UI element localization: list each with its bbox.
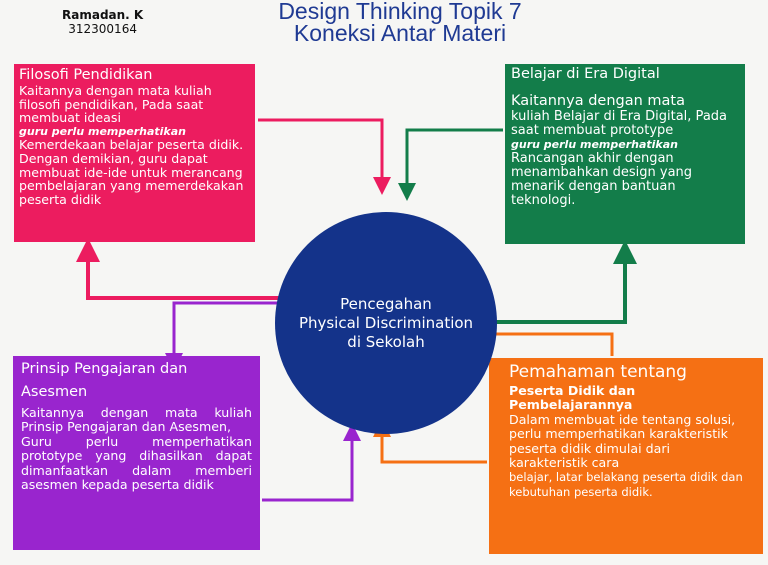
center-line-1: Pencegahan	[340, 294, 432, 313]
center-line-3: di Sekolah	[347, 332, 425, 351]
page-title	[200, 0, 600, 44]
filosofi-text-1: Kaitannya dengan mata kuliah filosofi pendidikan, Pada saat membuat ideasi	[19, 83, 212, 126]
prinsip-heading: Prinsip Pengajaran dan Asesmen	[21, 361, 188, 400]
pemahaman-heading: Pemahaman tentang	[509, 362, 687, 382]
arrow-to-filosofi	[88, 250, 300, 298]
author-id: 312300164	[68, 22, 137, 36]
arrow-digital-to-circle	[407, 130, 503, 192]
filosofi-text-2: Kemerdekaan belajar peserta didik. Dengan demikian, guru dapat membuat ide-ide untuk merancang pembelajaran yang memerdekakan peserta didik	[19, 137, 244, 207]
title-line-2: Koneksi Antar Materi	[293, 20, 507, 46]
digital-bold: guru perlu memperhatikan	[511, 138, 678, 151]
box-belajar-era-digital	[505, 64, 745, 244]
pemahaman-text-1: Dalam membuat ide tentang solusi, perlu memperhatikan karakteristik peserta didik dimulai dari karakteristik cara	[509, 411, 736, 471]
prinsip-text-1: Kaitannya dengan mata kuliah Prinsip Pengajaran dan Asesmen,	[21, 405, 252, 435]
arrow-prinsip-to-circle	[262, 432, 352, 500]
author-block	[62, 8, 143, 36]
digital-text-3: Rancangan akhir dengan menambahkan design yang menarik dengan bantuan teknologi.	[511, 151, 693, 208]
pemahaman-text-2: belajar, latar belakang peserta didik dan kebutuhan peserta didik.	[509, 470, 743, 499]
arrow-filosofi-to-circle	[258, 120, 382, 186]
arrow-to-pemahaman	[480, 334, 612, 356]
filosofi-heading: Filosofi Pendidikan	[19, 67, 153, 83]
pemahaman-subheading: Peserta Didik dan Pembelajarannya	[509, 383, 636, 413]
filosofi-bold: guru perlu memperhatikan	[19, 124, 186, 138]
digital-text-2: kuliah Belajar di Era Digital, Pada saat membuat prototype	[511, 109, 727, 138]
center-line-2: Physical Discrimination	[298, 313, 474, 332]
author-name: Ramadan. K	[62, 8, 144, 22]
center-topic-circle	[275, 212, 497, 434]
box-filosofi-pendidikan	[14, 64, 255, 242]
digital-heading: Belajar di Era Digital	[511, 66, 660, 82]
arrow-to-digital	[480, 252, 625, 322]
title-line-1: Design Thinking Topik 7	[278, 0, 522, 24]
prinsip-text-2: Guru perlu memperhatikan prototype yang dihasilkan dapat dimanfaatkan dalam memberi asesmen kepada peserta didik	[21, 433, 252, 493]
box-prinsip-pengajaran	[13, 356, 260, 550]
box-pemahaman-peserta-didik	[489, 358, 763, 554]
digital-text-1: Kaitannya dengan mata	[511, 93, 685, 109]
